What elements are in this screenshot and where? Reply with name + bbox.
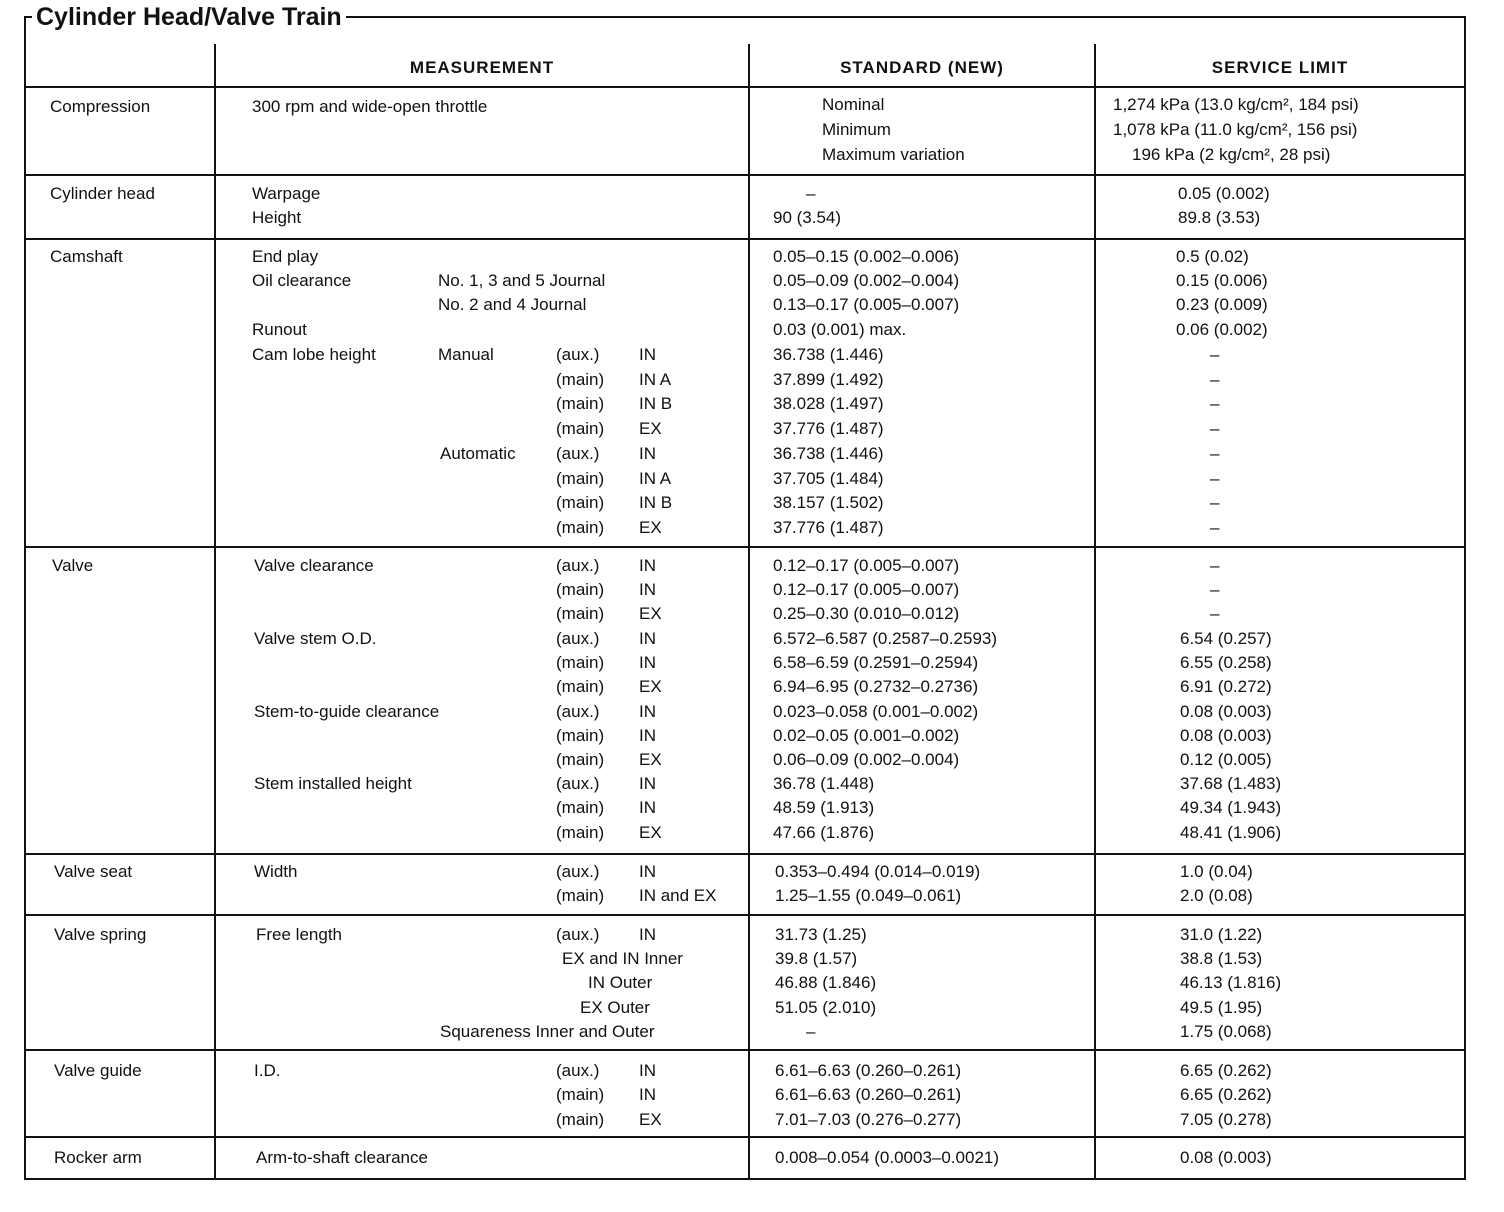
standard-value: 0.13–0.17 (0.005–0.007) [773, 295, 960, 314]
standard-value: 0.25–0.30 (0.010–0.012) [773, 604, 960, 623]
qualifier: (aux.) [556, 444, 600, 463]
port: IN [639, 1061, 656, 1080]
qualifier: (main) [556, 604, 605, 623]
qualifier: (aux.) [556, 925, 600, 944]
standard-value: 37.776 (1.487) [773, 518, 884, 537]
standard-value: 6.572–6.587 (0.2587–0.2593) [773, 629, 998, 648]
measurement-text: 300 rpm and wide-open throttle [252, 97, 488, 116]
port: IN [639, 702, 656, 721]
measurement-text: EX and IN Inner [562, 949, 683, 968]
service-value: – [1210, 394, 1220, 413]
item-label: Valve spring [54, 925, 147, 944]
standard-value: 0.12–0.17 (0.005–0.007) [773, 556, 960, 575]
port: IN [639, 444, 656, 463]
service-value: 1,274 kPa (13.0 kg/cm², 184 psi) [1113, 95, 1359, 114]
port: EX [639, 518, 662, 537]
port: IN A [639, 469, 672, 488]
qualifier: (main) [556, 469, 605, 488]
standard-value: 31.73 (1.25) [775, 925, 867, 944]
standard-value: 46.88 (1.846) [775, 973, 877, 992]
qualifier: (main) [556, 580, 605, 599]
service-value: 2.0 (0.08) [1180, 886, 1253, 905]
qualifier: (aux.) [556, 774, 600, 793]
standard-value: 6.94–6.95 (0.2732–0.2736) [773, 677, 979, 696]
port: IN [639, 774, 656, 793]
port: IN [639, 580, 656, 599]
row-divider [26, 238, 1464, 240]
measurement-text: Squareness Inner and Outer [440, 1022, 655, 1041]
standard-value: 7.01–7.03 (0.276–0.277) [775, 1110, 962, 1129]
standard-value: – [806, 184, 816, 203]
service-value: 49.5 (1.95) [1180, 998, 1263, 1017]
service-value: 37.68 (1.483) [1180, 774, 1282, 793]
header-measurement: MEASUREMENT [409, 58, 555, 77]
port: EX [639, 419, 662, 438]
standard-value: 0.05–0.15 (0.002–0.006) [773, 247, 960, 266]
item-label: Valve seat [54, 862, 133, 881]
service-value: 6.65 (0.262) [1180, 1061, 1272, 1080]
qualifier: (main) [556, 653, 605, 672]
service-value: – [1210, 444, 1220, 463]
row-divider [26, 546, 1464, 548]
service-value: 1.0 (0.04) [1180, 862, 1253, 881]
service-value: 31.0 (1.22) [1180, 925, 1263, 944]
qualifier: (main) [556, 1110, 605, 1129]
measurement-text: Valve clearance [254, 556, 374, 575]
service-value: 0.5 (0.02) [1176, 247, 1249, 266]
service-value: 6.65 (0.262) [1180, 1085, 1272, 1104]
service-value: 0.08 (0.003) [1180, 726, 1272, 745]
standard-value: 39.8 (1.57) [775, 949, 858, 968]
port: IN [639, 653, 656, 672]
service-value: – [1210, 370, 1220, 389]
port: IN [639, 925, 656, 944]
service-value: 48.41 (1.906) [1180, 823, 1282, 842]
standard-value: 38.028 (1.497) [773, 394, 884, 413]
standard-value: 6.61–6.63 (0.260–0.261) [775, 1085, 962, 1104]
standard-label: Maximum variation [822, 145, 965, 164]
column-divider [1094, 44, 1096, 1178]
standard-value: 47.66 (1.876) [773, 823, 875, 842]
row-divider [26, 853, 1464, 855]
standard-value: 0.06–0.09 (0.002–0.004) [773, 750, 960, 769]
qualifier: (main) [556, 370, 605, 389]
service-value: 0.08 (0.003) [1180, 702, 1272, 721]
standard-value: 0.12–0.17 (0.005–0.007) [773, 580, 960, 599]
port: EX [639, 604, 662, 623]
item-label: Compression [50, 97, 151, 116]
service-value: 0.05 (0.002) [1178, 184, 1270, 203]
service-value: – [1210, 580, 1220, 599]
standard-value: 36.738 (1.446) [773, 345, 884, 364]
standard-value: 6.61–6.63 (0.260–0.261) [775, 1061, 962, 1080]
qualifier: (main) [556, 1085, 605, 1104]
service-value: 1.75 (0.068) [1180, 1022, 1272, 1041]
service-value: 6.91 (0.272) [1180, 677, 1272, 696]
measurement-text: Valve stem O.D. [254, 629, 377, 648]
column-divider [214, 44, 216, 1178]
port: IN B [639, 493, 673, 512]
port: IN [639, 629, 656, 648]
standard-value: 0.353–0.494 (0.014–0.019) [775, 862, 981, 881]
standard-value: 1.25–1.55 (0.049–0.061) [775, 886, 962, 905]
row-divider [26, 174, 1464, 176]
measurement-text: No. 2 and 4 Journal [438, 295, 587, 314]
qualifier: (main) [556, 823, 605, 842]
qualifier: (aux.) [556, 702, 600, 721]
qualifier: (main) [556, 798, 605, 817]
service-value: 6.54 (0.257) [1180, 629, 1272, 648]
standard-value: 0.023–0.058 (0.001–0.002) [773, 702, 979, 721]
item-label: Rocker arm [54, 1148, 142, 1167]
measurement-text: Stem installed height [254, 774, 412, 793]
item-label: Valve [52, 556, 94, 575]
item-label: Cylinder head [50, 184, 155, 203]
service-value: 0.12 (0.005) [1180, 750, 1272, 769]
standard-value: 0.02–0.05 (0.001–0.002) [773, 726, 960, 745]
measurement-text: Warpage [252, 184, 321, 203]
port: EX [639, 1110, 662, 1129]
standard-value: 90 (3.54) [773, 208, 842, 227]
qualifier: (main) [556, 726, 605, 745]
qualifier: (aux.) [556, 556, 600, 575]
standard-value: – [806, 1022, 816, 1041]
port: EX [639, 750, 662, 769]
row-divider [26, 914, 1464, 916]
item-label: Valve guide [54, 1061, 142, 1080]
service-value: 0.06 (0.002) [1176, 320, 1268, 339]
measurement-text: Arm-to-shaft clearance [256, 1148, 428, 1167]
service-value: – [1210, 345, 1220, 364]
row-divider [26, 86, 1464, 88]
standard-value: 37.899 (1.492) [773, 370, 884, 389]
port: IN B [639, 394, 673, 413]
standard-value: 37.705 (1.484) [773, 469, 884, 488]
port: EX [639, 823, 662, 842]
qualifier: (main) [556, 518, 605, 537]
service-value: – [1210, 518, 1220, 537]
service-value: – [1210, 469, 1220, 488]
row-divider [26, 1049, 1464, 1051]
standard-value: 0.05–0.09 (0.002–0.004) [773, 271, 960, 290]
measurement-text: Height [252, 208, 302, 227]
port: IN [639, 1085, 656, 1104]
service-value: 1,078 kPa (11.0 kg/cm², 156 psi) [1113, 120, 1358, 139]
row-divider [26, 1136, 1464, 1138]
service-value: 196 kPa (2 kg/cm², 28 psi) [1132, 145, 1331, 164]
service-value: – [1210, 556, 1220, 575]
qualifier: (main) [556, 394, 605, 413]
measurement-text: End play [252, 247, 319, 266]
port: EX [639, 677, 662, 696]
service-value: 7.05 (0.278) [1180, 1110, 1272, 1129]
measurement-text: IN Outer [588, 973, 653, 992]
measurement-text: Automatic [440, 444, 516, 463]
service-value: 0.15 (0.006) [1176, 271, 1268, 290]
qualifier: (main) [556, 419, 605, 438]
standard-value: 48.59 (1.913) [773, 798, 875, 817]
measurement-text: No. 1, 3 and 5 Journal [438, 271, 606, 290]
measurement-text: Manual [438, 345, 494, 364]
qualifier: (aux.) [556, 629, 600, 648]
service-value: 89.8 (3.53) [1178, 208, 1261, 227]
service-value: 49.34 (1.943) [1180, 798, 1282, 817]
measurement-text: Stem-to-guide clearance [254, 702, 440, 721]
service-value: 6.55 (0.258) [1180, 653, 1272, 672]
measurement-text: Oil clearance [252, 271, 352, 290]
standard-value: 6.58–6.59 (0.2591–0.2594) [773, 653, 979, 672]
service-value: 0.08 (0.003) [1180, 1148, 1272, 1167]
page-title: Cylinder Head/Valve Train [32, 2, 346, 32]
port: IN [639, 556, 656, 575]
port: IN [639, 798, 656, 817]
header-service-limit: SERVICE LIMIT [1211, 58, 1349, 77]
measurement-text: Width [254, 862, 298, 881]
port: IN [639, 345, 656, 364]
service-value: – [1210, 604, 1220, 623]
item-label: Camshaft [50, 247, 123, 266]
qualifier: (main) [556, 750, 605, 769]
standard-value: 51.05 (2.010) [775, 998, 877, 1017]
service-value: 0.23 (0.009) [1176, 295, 1268, 314]
standard-value: 36.738 (1.446) [773, 444, 884, 463]
standard-value: 38.157 (1.502) [773, 493, 884, 512]
qualifier: (aux.) [556, 862, 600, 881]
measurement-text: Free length [256, 925, 342, 944]
qualifier: (aux.) [556, 1061, 600, 1080]
measurement-text: I.D. [254, 1061, 281, 1080]
port: IN [639, 862, 656, 881]
port: IN [639, 726, 656, 745]
standard-value: 0.03 (0.001) max. [773, 320, 907, 339]
standard-value: 36.78 (1.448) [773, 774, 875, 793]
column-divider [748, 44, 750, 1178]
service-value: 38.8 (1.53) [1180, 949, 1263, 968]
measurement-text: EX Outer [580, 998, 650, 1017]
measurement-text: Runout [252, 320, 307, 339]
port: IN A [639, 370, 672, 389]
service-value: 46.13 (1.816) [1180, 973, 1282, 992]
qualifier: (aux.) [556, 345, 600, 364]
header-standard: STANDARD (NEW) [840, 58, 1004, 77]
standard-label: Minimum [822, 120, 891, 139]
qualifier: (main) [556, 493, 605, 512]
port: IN and EX [639, 886, 717, 905]
qualifier: (main) [556, 677, 605, 696]
service-value: – [1210, 493, 1220, 512]
service-value: – [1210, 419, 1220, 438]
standard-value: 37.776 (1.487) [773, 419, 884, 438]
standard-label: Nominal [822, 95, 885, 114]
standard-value: 0.008–0.054 (0.0003–0.0021) [775, 1148, 1000, 1167]
measurement-text: Cam lobe height [252, 345, 376, 364]
qualifier: (main) [556, 886, 605, 905]
